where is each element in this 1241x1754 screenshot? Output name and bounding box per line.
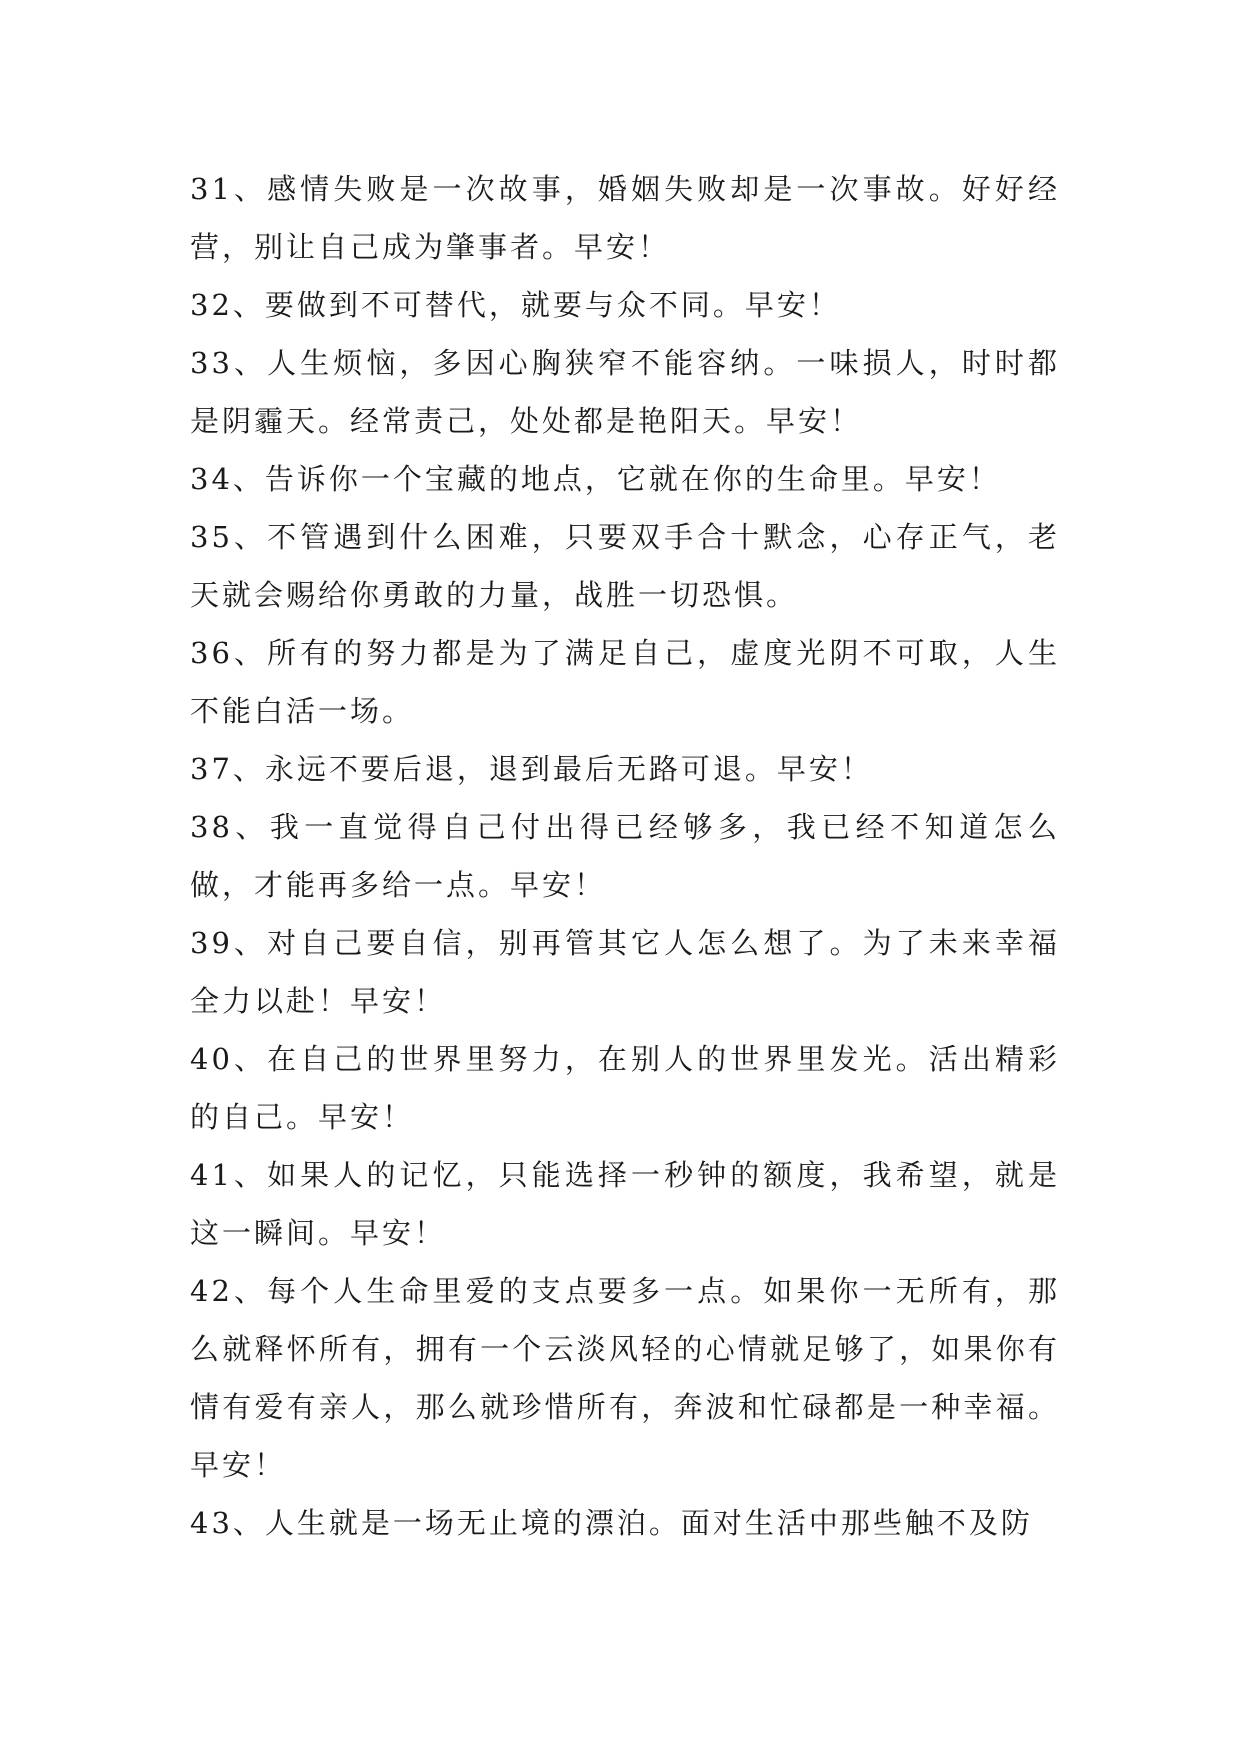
quote-entry-37: 37、永远不要后退，退到最后无路可退。早安！ bbox=[190, 752, 873, 786]
quote-entry-33: 33、人生烦恼，多因心胸狭窄不能容纳。一味损人，时时都是阴霾天。经常责己，处处都是艳阳天。早安！ bbox=[190, 346, 1060, 438]
quote-entry-35: 35、不管遇到什么困难，只要双手合十默念，心存正气，老天就会赐给你勇敢的力量，战胜一切恐惧。 bbox=[190, 520, 1060, 612]
quote-entry-36: 36、所有的努力都是为了满足自己，虚度光阴不可取，人生不能白活一场。 bbox=[190, 636, 1060, 728]
quote-entry-40: 40、在自己的世界里努力，在别人的世界里发光。活出精彩的自己。早安！ bbox=[190, 1042, 1060, 1134]
quote-entry-38: 38、我一直觉得自己付出得已经够多，我已经不知道怎么做，才能再多给一点。早安！ bbox=[190, 810, 1060, 902]
quote-entry-32: 32、要做到不可替代，就要与众不同。早安！ bbox=[190, 288, 841, 322]
quote-entry-31: 31、感情失败是一次故事，婚姻失败却是一次事故。好好经营，别让自己成为肇事者。早安！ bbox=[190, 172, 1060, 264]
quote-entry-39: 39、对自己要自信，别再管其它人怎么想了。为了未来幸福全力以赴！早安！ bbox=[190, 926, 1060, 1018]
quote-entry-34: 34、告诉你一个宝藏的地点，它就在你的生命里。早安！ bbox=[190, 462, 1001, 496]
quote-entry-41: 41、如果人的记忆，只能选择一秒钟的额度，我希望，就是这一瞬间。早安！ bbox=[190, 1158, 1060, 1250]
quote-entry-42: 42、每个人生命里爱的支点要多一点。如果你一无所有，那么就释怀所有，拥有一个云淡风轻的心情就足够了，如果你有情有爱有亲人，那么就珍惜所有，奔波和忙碌都是一种幸福。早安！ bbox=[190, 1274, 1060, 1482]
document-body bbox=[190, 160, 1060, 1552]
quote-entry-43: 43、人生就是一场无止境的漂泊。面对生活中那些触不及防 bbox=[190, 1506, 1033, 1540]
